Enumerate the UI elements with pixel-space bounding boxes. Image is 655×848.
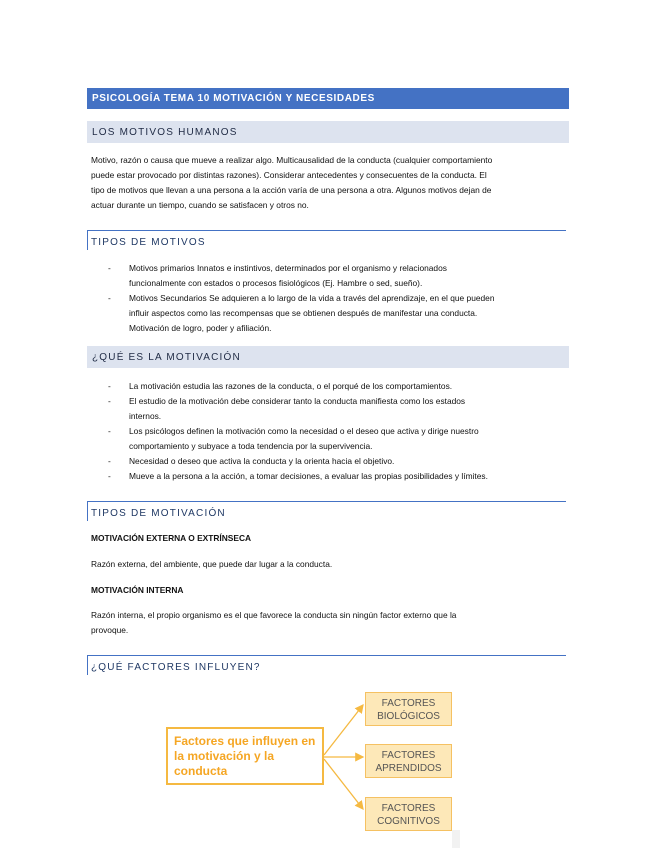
section-heading-tipos-motivos: TIPOS DE MOTIVOS — [87, 230, 566, 250]
list-item — [108, 291, 563, 336]
list-item-line: funcionalmente con estados o procesos fisiológicos (Ej. Hambre o sed, sueño). — [129, 278, 423, 288]
paragraph-line: actuar durante un tiempo, cuando se satisfacen y otros no. — [91, 200, 309, 210]
subheading-motivacion-interna: MOTIVACIÓN INTERNA — [91, 585, 184, 595]
main-box-line: conducta — [174, 764, 228, 778]
document-title: PSICOLOGÍA TEMA 10 MOTIVACIÓN Y NECESIDADES — [87, 88, 569, 109]
factor-box-line: COGNITIVOS — [377, 816, 440, 827]
list-item — [108, 394, 563, 424]
list-item-line: Motivos Secundarios Se adquieren a lo largo de la vida a través del aprendizaje, en el que pueden — [129, 293, 495, 303]
bullet-list-tipos-motivos — [108, 261, 563, 336]
bullet-dash: - — [108, 471, 111, 481]
faint-scan-mark — [452, 830, 460, 848]
list-item-line: Motivación de logro, poder y afiliación. — [129, 323, 272, 333]
paragraph-line: puede estar provocado por distintas razones). Considerar antecedentes y consecuentes de la conducta. El — [91, 170, 487, 180]
bullet-dash: - — [108, 293, 111, 303]
list-item — [108, 424, 563, 454]
section-heading-factores: ¿QUÉ FACTORES INFLUYEN? — [87, 655, 566, 675]
bullet-dash: - — [108, 263, 111, 273]
list-item-line: influir aspectos como las recompensas que se obtienen después de manifestar una conducta. — [129, 308, 478, 318]
bullet-dash: - — [108, 456, 111, 466]
bullet-dash: - — [108, 381, 111, 391]
paragraph-line: Razón interna, el propio organismo es el que favorece la conducta sin ningún factor externo que la — [91, 610, 457, 620]
factor-box-line: FACTORES — [381, 698, 436, 709]
list-item-line: Motivos primarios Innatos e instintivos, determinados por el organismo y relacionados — [129, 263, 447, 273]
text-motivacion-externa: Razón externa, del ambiente, que puede dar lugar a la conducta. — [91, 559, 333, 569]
paragraph-line: provoque. — [91, 625, 129, 635]
text-motivacion-interna — [91, 608, 567, 638]
diagram-main-box — [166, 727, 324, 785]
section-heading-tipos-motivacion: TIPOS DE MOTIVACIÓN — [87, 501, 566, 521]
main-box-line: la motivación y la — [174, 749, 275, 763]
paragraph-line: Motivo, razón o causa que mueve a realizar algo. Multicausalidad de la conducta (cualquier comportamiento — [91, 155, 493, 165]
list-item-line: Los psicólogos definen la motivación como la necesidad o el deseo que activa y dirige nuestro — [129, 426, 479, 436]
factores-diagram — [160, 685, 460, 835]
list-item — [108, 469, 563, 484]
section-heading-motivos-humanos: LOS MOTIVOS HUMANOS — [87, 121, 569, 143]
arrow-to-cognitivos — [324, 759, 363, 809]
factor-box-line: BIOLÓGICOS — [377, 711, 440, 722]
list-item — [108, 454, 563, 469]
paragraph-line: tipo de motivos que llevan a una persona a la acción varía de una persona a otra. Algunos motivos dejan de — [91, 185, 492, 195]
list-item-line: Mueve a la persona a la acción, a tomar decisiones, a evaluar las propias posibilidades y límites. — [129, 471, 488, 481]
list-item-line: La motivación estudia las razones de la conducta, o el porqué de los comportamientos. — [129, 381, 453, 391]
list-item-line: Necesidad o deseo que activa la conducta y la orienta hacia el objetivo. — [129, 456, 395, 466]
subheading-motivacion-externa: MOTIVACIÓN EXTERNA O EXTRÍNSECA — [91, 533, 252, 543]
factor-box-line: FACTORES — [381, 750, 436, 761]
factor-box-aprendidos — [365, 744, 452, 778]
list-item — [108, 379, 563, 394]
main-box-line: Factores que influyen en — [174, 734, 316, 748]
bullet-dash: - — [108, 426, 111, 436]
factor-box-cognitivos — [365, 797, 452, 831]
factor-box-line: APRENDIDOS — [375, 763, 442, 774]
arrow-to-biologicos — [324, 705, 363, 755]
bullet-dash: - — [108, 396, 111, 406]
list-item-line: comportamiento y subyace a toda tendencia por la supervivencia. — [129, 441, 373, 451]
paragraph-motivos-humanos — [91, 153, 567, 213]
section-heading-que-es-motivacion: ¿QUÉ ES LA MOTIVACIÓN — [87, 346, 569, 368]
factor-box-biologicos — [365, 692, 452, 726]
factor-box-line: FACTORES — [381, 803, 436, 814]
list-item-line: El estudio de la motivación debe considerar tanto la conducta manifiesta como los estados — [129, 396, 466, 406]
list-item-line: internos. — [129, 411, 162, 421]
bullet-list-que-es — [108, 379, 563, 484]
list-item — [108, 261, 563, 291]
